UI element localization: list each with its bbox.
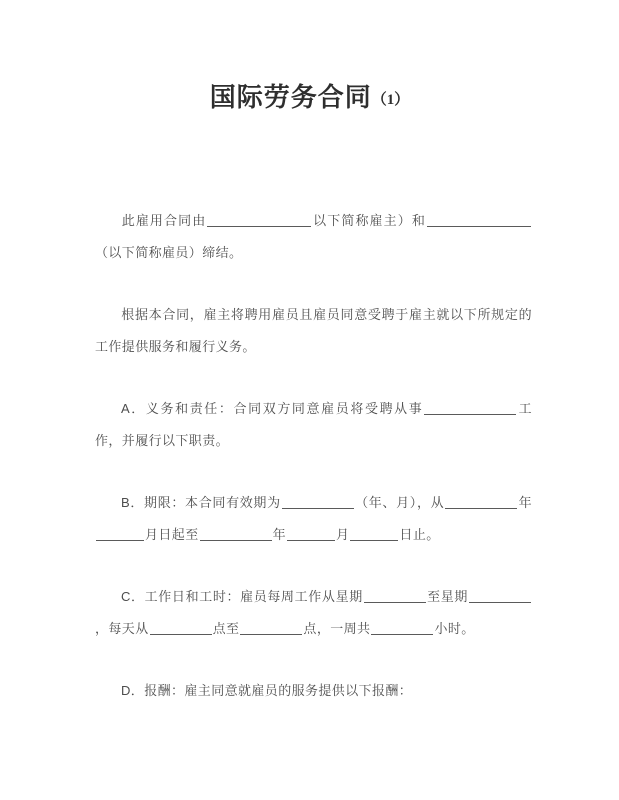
paragraph-text: 月 xyxy=(336,527,350,542)
fill-in-blank[interactable] xyxy=(424,400,516,415)
fill-in-blank[interactable] xyxy=(445,494,517,509)
fill-in-blank[interactable] xyxy=(469,588,531,603)
paragraph-clause-a xyxy=(95,393,532,457)
paragraph-text: 点至 xyxy=(212,621,240,636)
fill-in-blank[interactable] xyxy=(282,494,354,509)
fill-in-blank[interactable] xyxy=(96,526,144,541)
fill-in-blank[interactable] xyxy=(371,620,433,635)
page-title xyxy=(0,81,619,117)
paragraph-text: 至星期 xyxy=(426,589,469,604)
document-body xyxy=(95,205,532,707)
fill-in-blank[interactable] xyxy=(350,526,398,541)
fill-in-blank[interactable] xyxy=(287,526,335,541)
paragraph-text: ，每天从 xyxy=(95,621,149,636)
paragraph-text: 以下简称雇主）和 xyxy=(312,213,426,228)
paragraph-text: D．报酬：雇主同意就雇员的服务提供以下报酬： xyxy=(121,683,413,698)
paragraph-preamble xyxy=(95,205,532,269)
paragraph-text: 小时。 xyxy=(434,621,475,636)
paragraph-text: 日止。 xyxy=(399,527,440,542)
paragraph-text: C．工作日和工时：雇员每周工作从星期 xyxy=(121,589,363,604)
paragraph-clause-d xyxy=(95,675,532,707)
paragraph-text: A．义务和责任：合同双方同意雇员将受聘从事 xyxy=(121,401,424,416)
paragraph-text: 年 xyxy=(272,527,287,542)
fill-in-blank[interactable] xyxy=(207,212,311,227)
page-title-suffix: （1） xyxy=(371,92,410,109)
paragraph-text: （以下简称雇员）缔结。 xyxy=(95,245,243,260)
paragraph-text: （年、月），从 xyxy=(354,495,445,510)
paragraph-text: 年 xyxy=(518,495,532,510)
fill-in-blank[interactable] xyxy=(364,588,426,603)
paragraph-text: 月日起至 xyxy=(145,527,199,542)
paragraph-text: 此雇用合同由 xyxy=(121,213,207,228)
page-title-main: 国际劳务合同 xyxy=(209,83,372,113)
paragraph-text: 点，一周共 xyxy=(303,621,371,636)
paragraph-text: B．期限：本合同有效期为 xyxy=(121,495,281,510)
fill-in-blank[interactable] xyxy=(427,212,531,227)
paragraph-recital xyxy=(95,299,532,363)
paragraph-text: 工作，并履行以下职责。 xyxy=(95,401,532,448)
paragraph-clause-b xyxy=(95,487,532,551)
paragraph-clause-c xyxy=(95,581,532,645)
paragraph-text: 根据本合同，雇主将聘用雇员且雇员同意受聘于雇主就以下所规定的工作提供服务和履行义务。 xyxy=(95,307,532,354)
fill-in-blank[interactable] xyxy=(240,620,302,635)
fill-in-blank[interactable] xyxy=(200,526,272,541)
fill-in-blank[interactable] xyxy=(150,620,212,635)
